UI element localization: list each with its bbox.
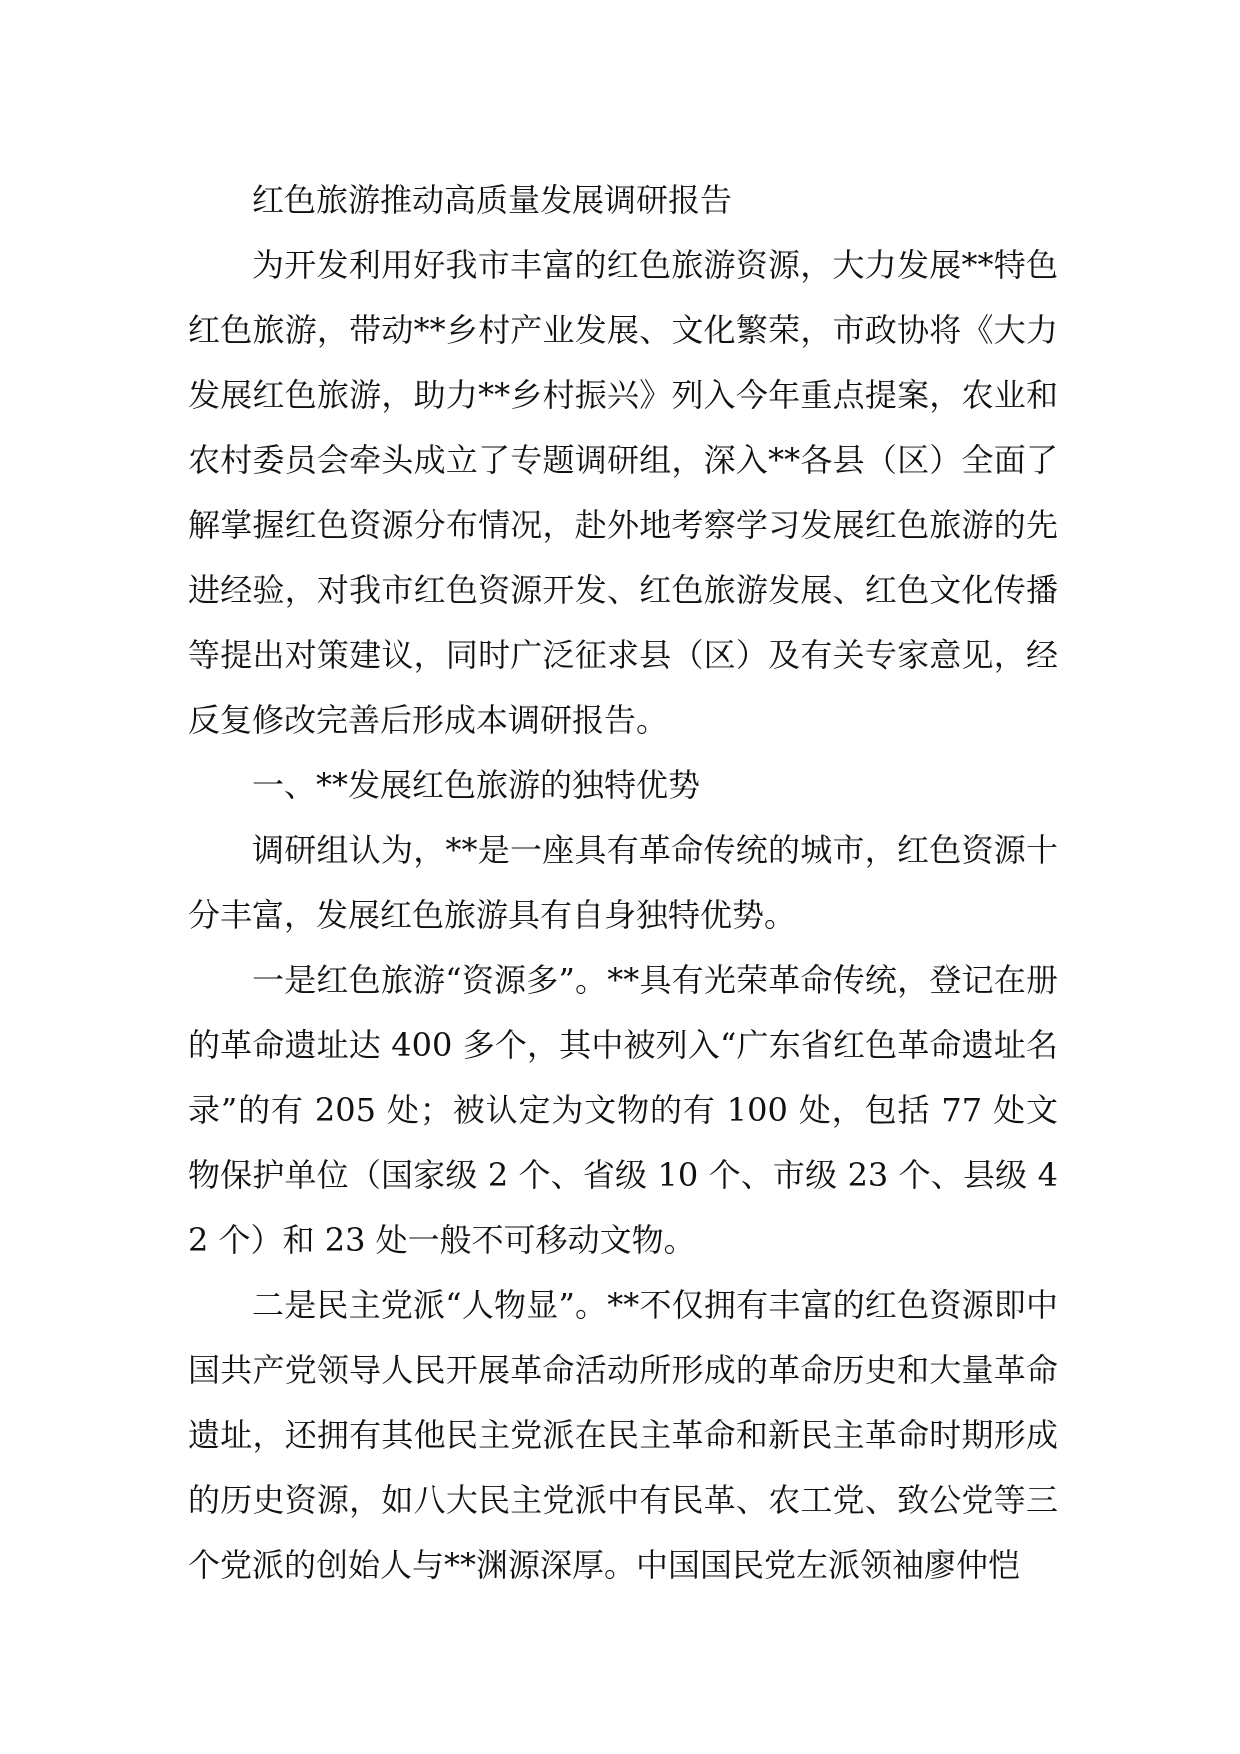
section-heading-1: 一、**发展红色旅游的独特优势 xyxy=(252,766,701,804)
document-body xyxy=(188,168,1058,1598)
document-title: 红色旅游推动高质量发展调研报告 xyxy=(252,181,733,219)
paragraph-democratic-parties: 二是民主党派“人物显”。**不仅拥有丰富的红色资源即中国共产党领导人民开展革命活动所形成的革命历史和大量革命遗址，还拥有其他民主党派在民主革命和新民主革命时期形成的历史资源，如八大民主党派中有民革、农工党、致公党等三个党派的创始人与**渊源深厚。中国国民党左派领袖廖仲恺 xyxy=(188,1286,1058,1584)
paragraph-research-view: 调研组认为，**是一座具有革命传统的城市，红色资源十分丰富，发展红色旅游具有自身独特优势。 xyxy=(188,831,1058,934)
paragraph-intro: 为开发利用好我市丰富的红色旅游资源，大力发展**特色红色旅游，带动**乡村产业发展、文化繁荣，市政协将《大力发展红色旅游，助力**乡村振兴》列入今年重点提案，农业和农村委员会牵头成立了专题调研组，深入**各县（区）全面了解掌握红色资源分布情况，赴外地考察学习发展红色旅游的先进经验，对我市红色资源开发、红色旅游发展、红色文化传播等提出对策建议，同时广泛征求县（区）及有关专家意见，经反复修改完善后形成本调研报告。 xyxy=(188,246,1058,739)
paragraph-resources: 一是红色旅游“资源多”。**具有光荣革命传统，登记在册的革命遗址达 400 多个，其中被列入“广东省红色革命遗址名录”的有 205 处；被认定为文物的有 100 处，包括 77 处文物保护单位（国家级 2 个、省级 10 个、市级 23 个、县级 42 个）和 23 处一般不可移动文物。 xyxy=(188,961,1058,1259)
